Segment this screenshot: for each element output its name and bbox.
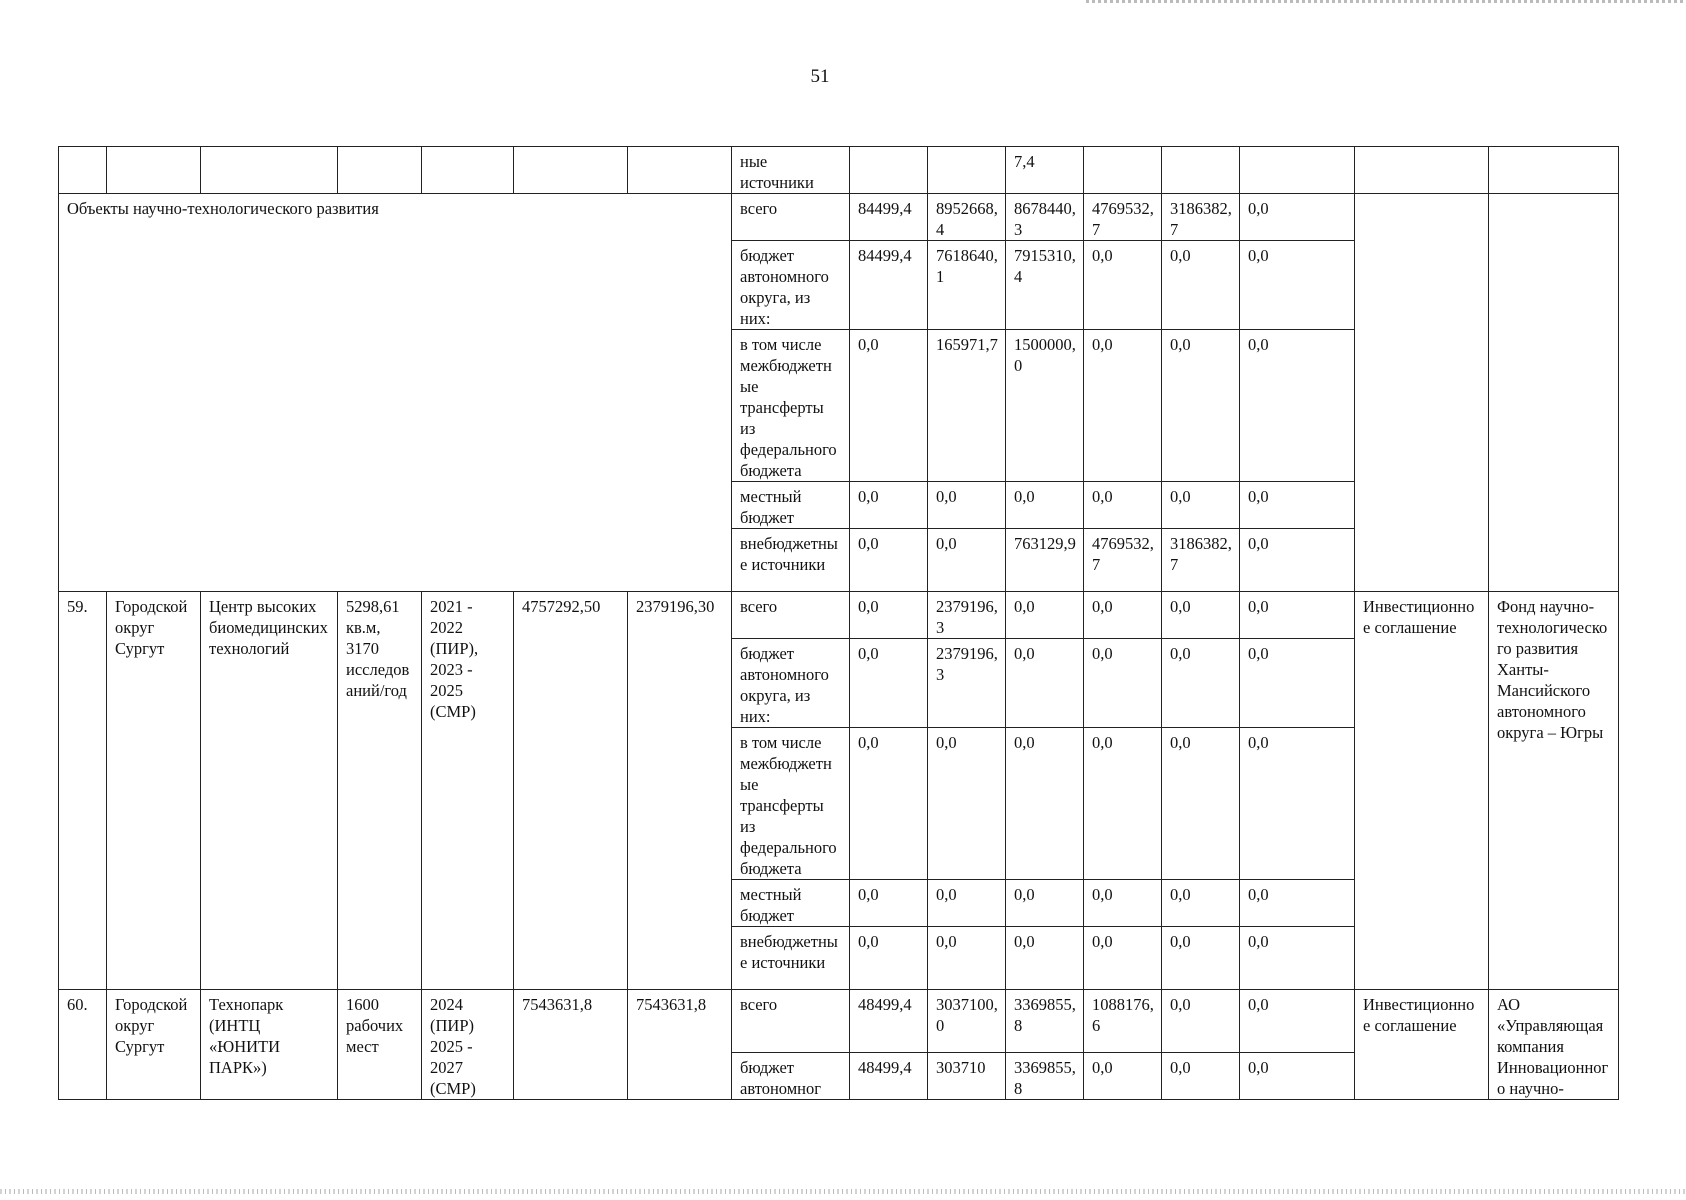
value-cell: 0,0 xyxy=(1162,639,1240,728)
value-cell: 0,0 xyxy=(1084,728,1162,880)
value-cell: 0,0 xyxy=(1084,880,1162,927)
funding-source-cell: внебюджетные источники xyxy=(732,927,850,990)
empty-cell xyxy=(422,147,514,194)
value-cell: 0,0 xyxy=(850,880,928,927)
empty-cell xyxy=(628,147,732,194)
empty-cell xyxy=(338,147,422,194)
value-cell: 0,0 xyxy=(850,482,928,529)
scan-artifact-bottom xyxy=(0,1189,1686,1194)
value-cell: 0,0 xyxy=(1240,880,1355,927)
value-cell: 2379196,3 xyxy=(928,639,1006,728)
value-cell: 3369855,8 xyxy=(1006,1052,1084,1099)
value-cell: 4769532,7 xyxy=(1084,194,1162,241)
empty-cell xyxy=(201,147,338,194)
remaining-cost-cell: 2379196,30 xyxy=(628,592,732,990)
value-cell: 0,0 xyxy=(1162,880,1240,927)
value-cell: 1088176,6 xyxy=(1084,990,1162,1053)
value-cell: 0,0 xyxy=(1084,639,1162,728)
funding-source-cell: в том числе межбюджетные трансферты из федерального бюджета xyxy=(732,728,850,880)
period-cell: 2024 (ПИР) 2025 - 2027 (СМР) xyxy=(422,990,514,1100)
value-cell: 3369855,8 xyxy=(1006,990,1084,1053)
table-row xyxy=(59,990,1619,1053)
funding-source-cell: ные источники xyxy=(732,147,850,194)
mechanism-cell: Инвестиционное соглашение xyxy=(1355,592,1489,990)
empty-cell xyxy=(928,147,1006,194)
mechanism-cell: Инвестиционное соглашение xyxy=(1355,990,1489,1100)
object-name-cell: Центр высоких биомедицинских технологий xyxy=(201,592,338,990)
funding-source-cell: бюджет автономног xyxy=(732,1052,850,1099)
value-cell: 0,0 xyxy=(1162,241,1240,330)
value-cell: 0,0 xyxy=(850,330,928,482)
empty-cell xyxy=(1355,194,1489,592)
location-cell: Городской округ Сургут xyxy=(107,592,201,990)
value-cell: 0,0 xyxy=(928,529,1006,592)
value-cell: 0,0 xyxy=(1240,592,1355,639)
value-cell: 0,0 xyxy=(1162,330,1240,482)
empty-cell xyxy=(1355,147,1489,194)
value-cell: 0,0 xyxy=(1084,241,1162,330)
capacity-cell: 5298,61 кв.м, 3170 исследований/год xyxy=(338,592,422,990)
empty-cell xyxy=(1084,147,1162,194)
value-cell: 0,0 xyxy=(1084,330,1162,482)
value-cell: 7915310,4 xyxy=(1006,241,1084,330)
value-cell: 0,0 xyxy=(928,880,1006,927)
cost-cell: 4757292,50 xyxy=(514,592,628,990)
value-cell: 3186382,7 xyxy=(1162,529,1240,592)
value-cell: 0,0 xyxy=(1084,482,1162,529)
value-cell: 0,0 xyxy=(850,529,928,592)
value-cell: 0,0 xyxy=(1006,592,1084,639)
value-cell: 2379196,3 xyxy=(928,592,1006,639)
value-cell: 0,0 xyxy=(1006,927,1084,990)
value-cell: 84499,4 xyxy=(850,241,928,330)
funding-source-cell: местный бюджет xyxy=(732,482,850,529)
value-cell: 0,0 xyxy=(1006,880,1084,927)
empty-cell xyxy=(850,147,928,194)
value-cell: 0,0 xyxy=(1240,990,1355,1053)
value-cell: 0,0 xyxy=(1084,927,1162,990)
remaining-cost-cell: 7543631,8 xyxy=(628,990,732,1100)
empty-cell xyxy=(1489,194,1619,592)
funding-source-cell: всего xyxy=(732,194,850,241)
row-number: 60. xyxy=(59,990,107,1100)
value-cell: 0,0 xyxy=(928,728,1006,880)
value-cell: 0,0 xyxy=(1162,927,1240,990)
operator-cell: Фонд научно-технологического развития Ханты-Мансийского автономного округа – Югры xyxy=(1489,592,1619,990)
empty-cell xyxy=(1162,147,1240,194)
empty-cell xyxy=(1240,147,1355,194)
page-number: 51 xyxy=(810,66,830,87)
object-name-cell: Технопарк (ИНТЦ «ЮНИТИ ПАРК») xyxy=(201,990,338,1100)
empty-cell xyxy=(107,147,201,194)
value-cell: 0,0 xyxy=(1240,194,1355,241)
value-cell: 303710 xyxy=(928,1052,1006,1099)
funding-source-cell: внебюджетные источники xyxy=(732,529,850,592)
value-cell: 165971,7 xyxy=(928,330,1006,482)
value-cell: 0,0 xyxy=(1084,592,1162,639)
value-cell: 3186382,7 xyxy=(1162,194,1240,241)
value-cell: 0,0 xyxy=(1240,330,1355,482)
value-cell: 0,0 xyxy=(1240,728,1355,880)
value-cell: 0,0 xyxy=(1240,482,1355,529)
value-cell: 84499,4 xyxy=(850,194,928,241)
value-cell: 0,0 xyxy=(850,728,928,880)
value-cell: 0,0 xyxy=(1084,1052,1162,1099)
value-cell: 0,0 xyxy=(1006,639,1084,728)
section-title: Объекты научно-технологического развития xyxy=(59,194,732,592)
row-number: 59. xyxy=(59,592,107,990)
value-cell: 0,0 xyxy=(1162,728,1240,880)
funding-source-cell: в том числе межбюджетные трансферты из федерального бюджета xyxy=(732,330,850,482)
empty-cell xyxy=(59,147,107,194)
value-cell: 0,0 xyxy=(1006,728,1084,880)
capacity-cell: 1600 рабочих мест xyxy=(338,990,422,1100)
value-cell: 4769532,7 xyxy=(1084,529,1162,592)
value-cell: 48499,4 xyxy=(850,1052,928,1099)
value-cell: 0,0 xyxy=(850,639,928,728)
value-cell: 0,0 xyxy=(850,592,928,639)
value-cell: 0,0 xyxy=(1240,241,1355,330)
value-cell: 3037100,0 xyxy=(928,990,1006,1053)
table-row xyxy=(59,194,1619,241)
value-cell: 8952668,4 xyxy=(928,194,1006,241)
value-cell: 48499,4 xyxy=(850,990,928,1053)
operator-cell: АО «Управляющая компания Инновационного научно- xyxy=(1489,990,1619,1100)
funding-source-cell: местный бюджет xyxy=(732,880,850,927)
value-cell: 8678440,3 xyxy=(1006,194,1084,241)
value-cell: 0,0 xyxy=(1240,639,1355,728)
period-cell: 2021 - 2022 (ПИР), 2023 - 2025 (СМР) xyxy=(422,592,514,990)
funding-source-cell: всего xyxy=(732,592,850,639)
value-cell: 0,0 xyxy=(1162,990,1240,1053)
value-cell: 0,0 xyxy=(1162,1052,1240,1099)
value-cell: 0,0 xyxy=(1240,1052,1355,1099)
funding-source-cell: всего xyxy=(732,990,850,1053)
value-cell: 1500000,0 xyxy=(1006,330,1084,482)
funding-source-cell: бюджет автономного округа, из них: xyxy=(732,639,850,728)
value-cell: 7,4 xyxy=(1006,147,1084,194)
budget-table xyxy=(58,146,1619,1100)
value-cell: 0,0 xyxy=(850,927,928,990)
table-row xyxy=(59,147,1619,194)
value-cell: 0,0 xyxy=(1006,482,1084,529)
value-cell: 0,0 xyxy=(928,927,1006,990)
empty-cell xyxy=(1489,147,1619,194)
value-cell: 7618640,1 xyxy=(928,241,1006,330)
value-cell: 0,0 xyxy=(1162,592,1240,639)
value-cell: 0,0 xyxy=(1240,927,1355,990)
value-cell: 763129,9 xyxy=(1006,529,1084,592)
cost-cell: 7543631,8 xyxy=(514,990,628,1100)
empty-cell xyxy=(514,147,628,194)
scan-artifact-top xyxy=(1086,0,1686,3)
location-cell: Городской округ Сургут xyxy=(107,990,201,1100)
value-cell: 0,0 xyxy=(928,482,1006,529)
value-cell: 0,0 xyxy=(1162,482,1240,529)
table-row xyxy=(59,592,1619,639)
funding-source-cell: бюджет автономного округа, из них: xyxy=(732,241,850,330)
value-cell: 0,0 xyxy=(1240,529,1355,592)
